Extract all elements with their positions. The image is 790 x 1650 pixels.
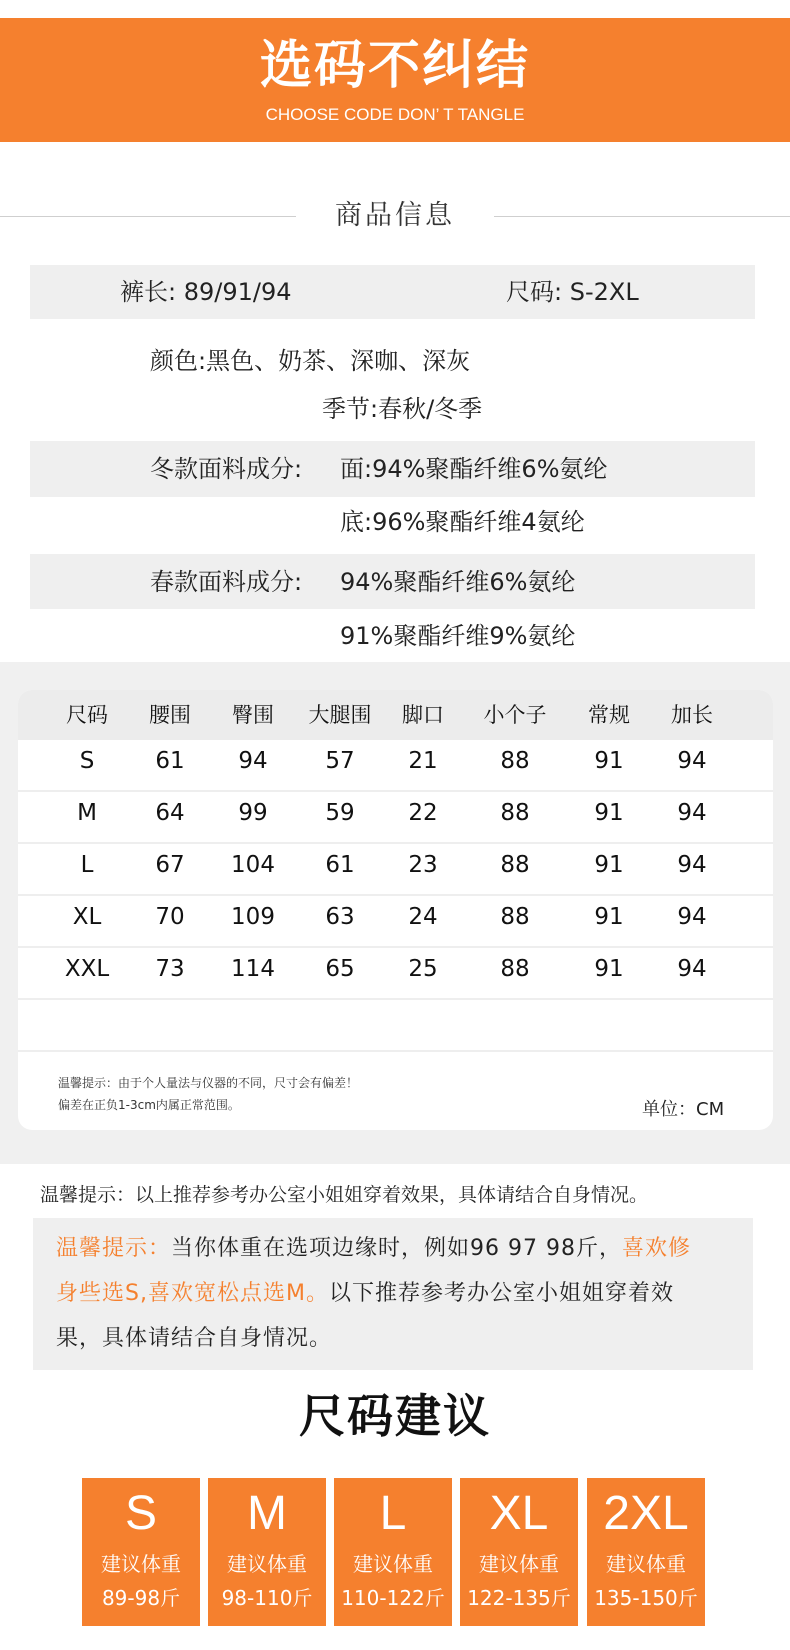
table-cell: 21 xyxy=(408,748,438,774)
table-header-cell: 大腿围 xyxy=(308,703,372,727)
table-cell: XL xyxy=(72,904,102,930)
divider-right xyxy=(494,216,790,217)
row-divider xyxy=(18,842,773,844)
size-card-label: 建议体重 xyxy=(353,1552,433,1576)
header-banner xyxy=(0,18,790,142)
table-header-cell: 小个子 xyxy=(483,703,547,727)
tip-box-highlight-2: 身些选S,喜欢宽松点选M。 xyxy=(56,1281,329,1306)
size-card-s xyxy=(82,1478,200,1626)
size-card-label: 建议体重 xyxy=(101,1552,181,1576)
table-cell: 70 xyxy=(155,904,185,930)
tip-box-highlight-1: 喜欢修 xyxy=(622,1236,692,1261)
table-cell: 91 xyxy=(594,956,624,982)
size-card-range: 98-110斤 xyxy=(221,1586,313,1610)
row-divider xyxy=(18,1050,773,1052)
size-card-size: M xyxy=(247,1487,287,1540)
tip-line: 温馨提示：以上推荐参考办公室小姐姐穿着效果，具体请结合自身情况。 xyxy=(40,1184,649,1206)
table-cell: 61 xyxy=(155,748,185,774)
table-cell: 88 xyxy=(500,852,530,878)
table-cell: S xyxy=(79,748,95,774)
winter-fabric-face: 面:94%聚酯纤维6%氨纶 xyxy=(340,455,608,483)
table-cell: 59 xyxy=(325,800,355,826)
table-cell: 91 xyxy=(594,904,624,930)
table-cell: 94 xyxy=(238,748,268,774)
table-cell: 25 xyxy=(408,956,438,982)
table-cell: 94 xyxy=(677,904,707,930)
length-info: 裤长: 89/91/94 xyxy=(120,278,292,306)
size-card-label: 建议体重 xyxy=(606,1552,686,1576)
size-card-size: L xyxy=(379,1487,407,1540)
table-header-cell: 常规 xyxy=(588,703,630,727)
unit-label: 单位：CM xyxy=(642,1099,725,1120)
table-cell: 67 xyxy=(155,852,185,878)
table-cell: 63 xyxy=(325,904,355,930)
measurement-note-2: 偏差在正负1-3cm内属正常范围。 xyxy=(58,1098,240,1112)
table-cell: 114 xyxy=(231,956,275,982)
size-card-size: XL xyxy=(489,1487,549,1540)
table-cell: 91 xyxy=(594,748,624,774)
spring-fabric-label: 春款面料成分: xyxy=(150,568,303,596)
row-divider xyxy=(18,946,773,948)
tip-box-text-1: 当你体重在选项边缘时，例如96 97 98斤， xyxy=(171,1236,622,1261)
table-header-cell: 加长 xyxy=(671,703,713,727)
table-cell: 94 xyxy=(677,748,707,774)
spring-fabric-2: 91%聚酯纤维9%氨纶 xyxy=(340,622,576,650)
table-cell: 91 xyxy=(594,800,624,826)
size-card-2xl xyxy=(587,1478,705,1626)
tip-box-line-1 xyxy=(56,1234,691,1264)
tip-box-text-2: 以下推荐参考办公室小姐姐穿着效 xyxy=(328,1281,674,1306)
table-cell: 64 xyxy=(155,800,185,826)
size-card-range: 135-150斤 xyxy=(594,1586,698,1610)
color-info: 颜色:黑色、奶茶、深咖、深灰 xyxy=(150,347,471,375)
size-card-l xyxy=(334,1478,452,1626)
section-title: 商品信息 xyxy=(335,200,455,231)
row-divider xyxy=(18,998,773,1000)
table-cell: 88 xyxy=(500,800,530,826)
size-card-size: S xyxy=(124,1487,157,1540)
table-cell: M xyxy=(77,800,97,826)
banner-title: 选码不纠结 xyxy=(259,36,530,96)
table-cell: 88 xyxy=(500,904,530,930)
table-cell: 91 xyxy=(594,852,624,878)
size-card-range: 122-135斤 xyxy=(467,1586,571,1610)
size-table xyxy=(18,690,773,1130)
winter-fabric-base: 底:96%聚酯纤维4氨纶 xyxy=(340,508,585,536)
winter-fabric-label: 冬款面料成分: xyxy=(150,455,303,483)
size-card-xl xyxy=(460,1478,578,1626)
table-cell: 99 xyxy=(238,800,268,826)
product-info-heading xyxy=(0,196,790,236)
size-range-info: 尺码: S-2XL xyxy=(506,278,639,306)
size-card-m xyxy=(208,1478,326,1626)
table-header-cell: 腰围 xyxy=(149,703,191,727)
tip-box-line-2 xyxy=(56,1279,674,1309)
tip-box-line-3: 果，具体请结合自身情况。 xyxy=(56,1326,333,1351)
table-cell: 88 xyxy=(500,956,530,982)
season-info: 季节:春秋/冬季 xyxy=(322,395,483,423)
table-cell: 94 xyxy=(677,800,707,826)
table-cell: 65 xyxy=(325,956,355,982)
table-cell: XXL xyxy=(64,956,110,982)
size-card-size: 2XL xyxy=(603,1487,689,1540)
table-cell: 61 xyxy=(325,852,355,878)
size-card-range: 110-122斤 xyxy=(341,1586,445,1610)
tip-box xyxy=(33,1218,753,1370)
tip-box-prefix: 温馨提示： xyxy=(56,1236,172,1261)
table-cell: 94 xyxy=(677,852,707,878)
table-cell: 88 xyxy=(500,748,530,774)
table-cell: 73 xyxy=(155,956,185,982)
table-header-cell: 脚口 xyxy=(402,703,444,727)
size-recommend-title: 尺码建议 xyxy=(299,1389,491,1443)
table-header-cell: 尺码 xyxy=(66,703,108,727)
table-header-cell: 臀围 xyxy=(232,703,274,727)
row-divider xyxy=(18,790,773,792)
table-cell: 57 xyxy=(325,748,355,774)
table-cell: 109 xyxy=(231,904,275,930)
banner-subtitle: CHOOSE CODE DON’ T TANGLE xyxy=(265,105,525,124)
table-header-row xyxy=(18,690,773,740)
size-card-range: 89-98斤 xyxy=(101,1586,181,1610)
table-cell: 23 xyxy=(408,852,438,878)
size-card-label: 建议体重 xyxy=(227,1552,307,1576)
spring-fabric-1: 94%聚酯纤维6%氨纶 xyxy=(340,568,576,596)
table-cell: 94 xyxy=(677,956,707,982)
table-cell: 24 xyxy=(408,904,438,930)
table-cell: 22 xyxy=(408,800,438,826)
row-divider xyxy=(18,894,773,896)
table-cell: 104 xyxy=(231,852,275,878)
table-cell: L xyxy=(80,852,94,878)
size-card-label: 建议体重 xyxy=(479,1552,559,1576)
measurement-note-1: 温馨提示：由于个人量法与仪器的不同，尺寸会有偏差！ xyxy=(58,1076,359,1090)
